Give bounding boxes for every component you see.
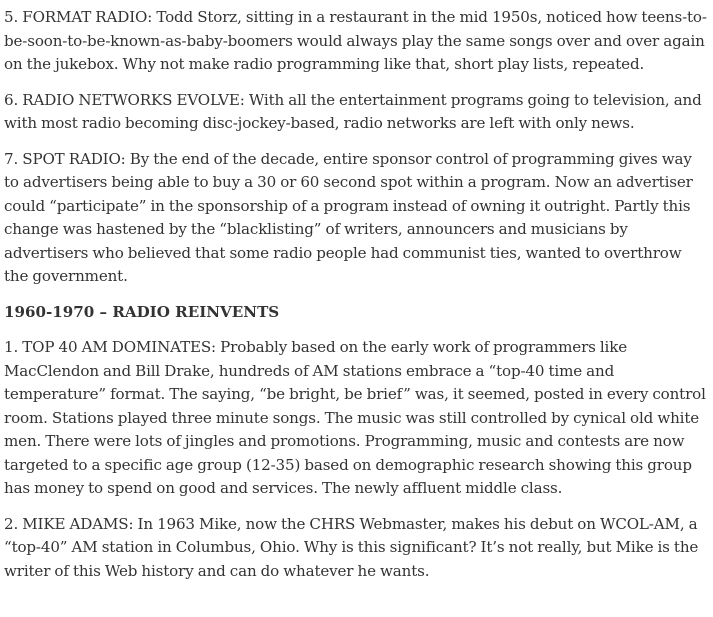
section-heading: 1960-1970 – RADIO REINVENTS <box>4 302 280 321</box>
paragraph-spot-radio: 7. SPOT RADIO: By the end of the decade, entire sponsor control of programming gives way to advertisers being able to buy a 30 or 60 second spot within a program. Now an advertiser could “participate” in the sponsorship of a program instead of owning it outright. Partly this change was hastened by the “blacklisting” of writers, announcers and musicians by advertisers who believed that some radio people had communist ties, wanted to overthrow the government. <box>4 149 693 285</box>
paragraph-mike-adams: 2. MIKE ADAMS: In 1963 Mike, now the CHRS Webmaster, makes his debut on WCOL-AM, a “top-40” AM station in Columbus, Ohio. Why is this significant? It’s not really, but Mike is the writer of this Web history and can do whatever he wants. <box>4 514 699 580</box>
paragraph-radio-networks-evolve: 6. RADIO NETWORKS EVOLVE: With all the entertainment programs going to television, and with most radio becoming disc-jockey-based, radio networks are left with only news. <box>4 90 702 132</box>
paragraph-top-40-am-dominates: 1. TOP 40 AM DOMINATES: Probably based on the early work of programmers like MacClendon and Bill Drake, hundreds of AM stations embrace a “top-40 time and temperature” format. The saying, “be bright, be brief” was, it seemed, posted in every control room. Stations played three minute songs. The music was still controlled by cynical old white men. There were lots of jingles and promotions. Programming, music and contests are now targeted to a specific age group (12-35) based on demographic research showing this group has money to spend on good and services. The newly affluent middle class. <box>4 338 706 497</box>
paragraph-format-radio: 5. FORMAT RADIO: Todd Storz, sitting in a restaurant in the mid 1950s, noticed how teens-to-be-soon-to-be-known-as-baby-boomers would always play the same songs over and over again on the jukebox. Why not make radio programming like that, short play lists, repeated. <box>4 8 707 73</box>
